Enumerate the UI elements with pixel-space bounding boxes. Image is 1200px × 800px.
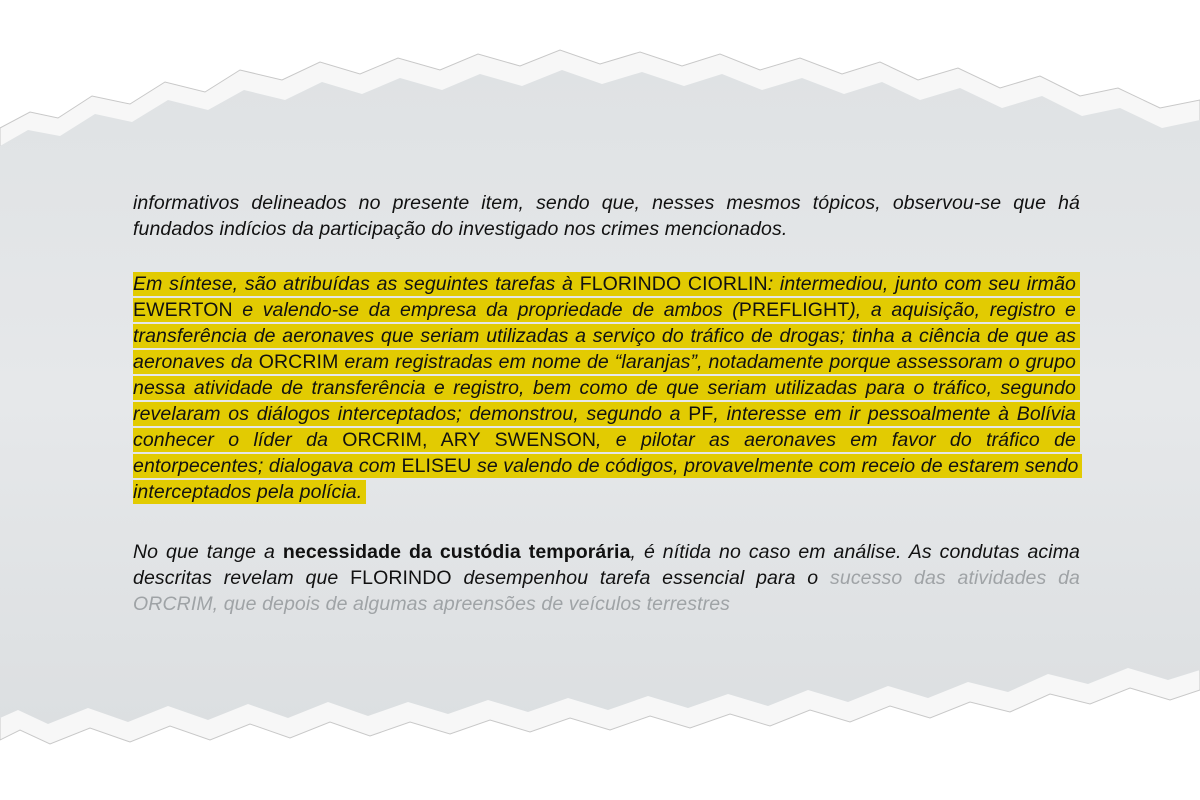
document-excerpt	[133, 190, 1080, 617]
text-run: desempenhou tarefa essencial para o	[451, 567, 831, 589]
company-name-preflight: PREFLIGHT	[738, 299, 850, 321]
paragraph-intro	[133, 190, 1080, 242]
text-run: ), a aquisição, registro e transferência de aeronaves que seriam utilizadas a serviço do tráfico de drogas; tinha a ciência de que as aeronaves da	[133, 299, 1076, 373]
org-name-orcrim: ORCRIM	[258, 351, 339, 373]
text-run: , e pilotar as aeronaves em favor do tráfico de entorpecentes; dialogava com	[133, 429, 1077, 477]
text-run: e valendo-se da empresa da propriedade de ambos (	[232, 299, 739, 321]
paragraph-highlighted	[133, 271, 1080, 505]
emphasis-custody: necessidade da custódia temporária	[282, 541, 631, 563]
highlighted-passage	[133, 272, 1082, 504]
paragraph-custody	[133, 539, 1080, 617]
person-name-florindo-ciorlin: FLORINDO CIORLIN	[579, 273, 768, 295]
text-run: se valendo de códigos, provavelmente com receio de estarem sendo interceptados pela polícia.	[133, 455, 1079, 503]
text-run: No que tange a	[133, 541, 283, 563]
person-name-florindo: FLORINDO	[350, 567, 452, 589]
person-name-ary-swenson: ORCRIM, ARY SWENSON	[342, 429, 597, 451]
text-run: , interesse em ir pessoalmente à Bolívia conhecer o líder da	[133, 403, 1076, 451]
person-name-eliseu: ELISEU	[401, 455, 472, 477]
org-name-pf: PF	[688, 403, 714, 425]
faded-text-line: sucesso das atividades da ORCRIM, que depois de algumas apreensões de veículos terrestres	[133, 567, 1081, 615]
paragraph-intro-text: informativos delineados no presente item, sendo que, nesses mesmos tópicos, observou-se que há fundados indícios da participação do investigado nos crimes mencionados.	[133, 192, 1080, 240]
text-run: Em síntese, são atribuídas as seguintes tarefas à	[133, 273, 580, 295]
text-run: , é nítida no caso em análise. As condutas acima descritas revelam que	[133, 541, 1080, 589]
text-run: : intermediou, junto com seu irmão	[767, 273, 1076, 295]
person-name-ewerton: EWERTON	[133, 299, 233, 321]
text-run: eram registradas em nome de “laranjas”, notadamente porque assessoram o grupo nessa atividade de transferência e registro, bem como de que seriam utilizadas para o tráfico, segundo revelaram os diálogos interceptados; demonstrou, segundo a	[133, 351, 1076, 425]
